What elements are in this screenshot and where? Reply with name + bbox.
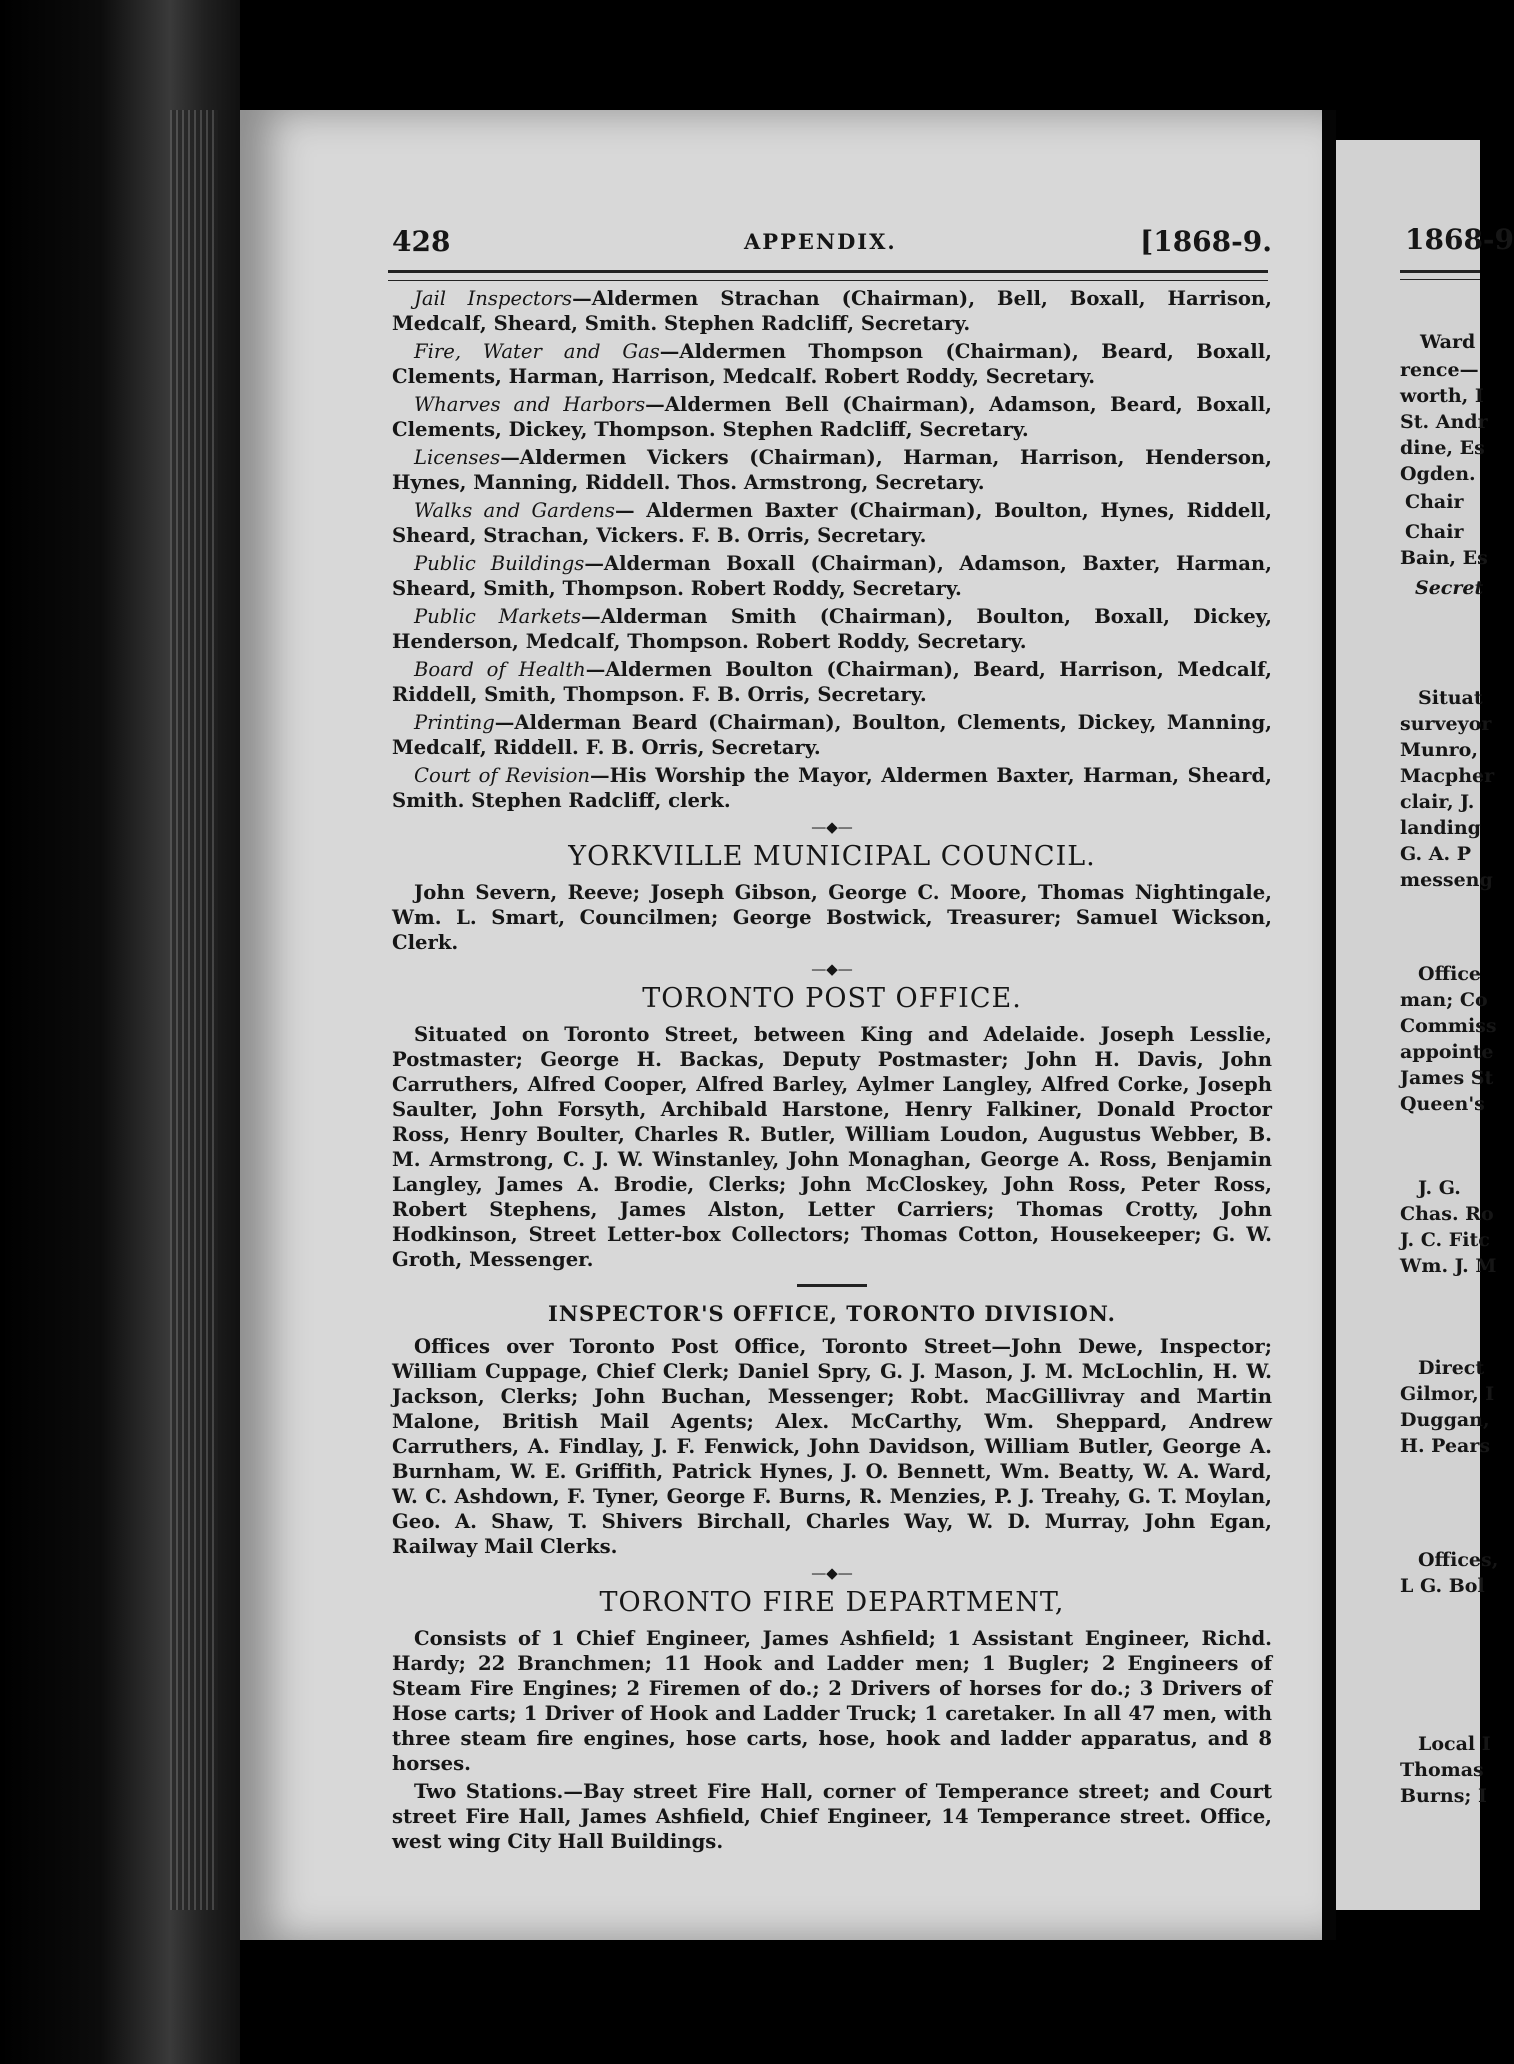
right-page-line: appointe xyxy=(1400,1041,1494,1063)
right-page-line: St. Andr xyxy=(1400,411,1488,433)
right-page-line: Thomas xyxy=(1400,1759,1484,1781)
committee-entry xyxy=(392,445,1272,495)
right-page-line: L G. Bol xyxy=(1400,1575,1485,1597)
right-page-line: J. C. Fitc xyxy=(1400,1229,1490,1251)
stations-details: —Bay street Fire Hall, corner of Temperance street; and Court street Fire Hall, James Ashfield, Chief Engineer, 14 Temperance street. Office, west wing City Hall Buildings. xyxy=(392,1780,1272,1853)
committee-members: —Aldermen Thompson (Chairman), Beard, Boxall, Clements, Harman, Harrison, Medcalf. Robert Roddy, Secretary. xyxy=(392,340,1272,388)
section-rule xyxy=(797,1284,867,1287)
right-page-line: Offices, xyxy=(1418,1549,1499,1571)
right-page-line: Commiss xyxy=(1400,1015,1497,1037)
right-page-line: Gilmor, I xyxy=(1400,1383,1495,1405)
committee-name: Wharves and Harbors xyxy=(414,393,646,416)
committee-entry xyxy=(392,498,1272,548)
right-page-line: surveyor xyxy=(1400,713,1492,735)
section-title-yorkville: YORKVILLE MUNICIPAL COUNCIL. xyxy=(568,841,1096,872)
committee-members: —Alderman Smith (Chairman), Boulton, Boxall, Dickey, Henderson, Medcalf, Thompson. Robert Roddy, Secretary. xyxy=(392,605,1272,653)
committee-members: —Alderman Beard (Chairman), Boulton, Clements, Dickey, Manning, Medcalf, Riddell. F. B. Orris, Secretary. xyxy=(392,711,1272,759)
committee-name: Jail Inspectors xyxy=(414,287,573,310)
post-office-text: Situated on Toronto Street, between King and Adelaide. Joseph Lesslie, Postmaster; George H. Backas, Deputy Postmaster; John H. Davis, John Carruthers, Alfred Cooper, Alfred Barley, Aylmer Langley, Alfred Corke, Joseph Saulter, John Forsyth, Archibald Harstone, Henry Falkiner, Donald Proctor Ross, Henry Boulter, Charles R. Butler, William Loudon, Augustus Webber, B. M. Armstrong, C. J. W. Winstanley, John Monaghan, George A. Ross, Benjamin Langley, James A. Brodie, Clerks; John McCloskey, John Ross, Peter Ross, Robert Stephens, James Alston, Letter Carriers; Thomas Crotty, John Hodkinson, Street Letter-box Collectors; Thomas Cotton, Housekeeper; G. W. Groth, Messenger. xyxy=(392,1023,1272,1271)
right-page-line: J. G. xyxy=(1418,1177,1461,1199)
running-head xyxy=(392,225,1272,261)
right-page-line: James St xyxy=(1400,1067,1494,1089)
committee-entry xyxy=(392,286,1272,336)
yorkville-council-text: John Severn, Reeve; Joseph Gibson, George C. Moore, Thomas Nightingale, Wm. L. Smart, Councilmen; George Bostwick, Treasurer; Samuel Wickson, Clerk. xyxy=(392,881,1272,954)
section-title-fire: TORONTO FIRE DEPARTMENT, xyxy=(599,1587,1065,1618)
committee-entry xyxy=(392,657,1272,707)
committee-members: —Aldermen Vickers (Chairman), Harman, Harrison, Henderson, Hynes, Manning, Riddell. Thos. Armstrong, Secretary. xyxy=(392,446,1272,494)
committee-name: Printing xyxy=(414,711,495,734)
committee-members: — Aldermen Baxter (Chairman), Boulton, Hynes, Riddell, Sheard, Strachan, Vickers. F. B. Orris, Secretary. xyxy=(392,499,1272,547)
right-page-line: Secret xyxy=(1415,577,1484,599)
fire-department-text: Consists of 1 Chief Engineer, James Ashfield; 1 Assistant Engineer, Richd. Hardy; 22 Branchmen; 11 Hook and Ladder men; 1 Bugler; 2 Engineers of Steam Fire Engines; 2 Firemen of do.; 2 Drivers of horses for do.; 3 Drivers of Hose carts; 1 Driver of Hook and Ladder Truck; 1 caretaker. In all 47 men, with three steam fire engines, hose carts, hose, hook and ladder apparatus, and 8 horses. xyxy=(392,1627,1272,1775)
right-page-line: rence— xyxy=(1400,359,1479,381)
right-page-line: Chair xyxy=(1405,491,1464,513)
committee-entry xyxy=(392,604,1272,654)
right-page-line: Burns; I xyxy=(1400,1785,1487,1807)
right-page-line: Duggan, xyxy=(1400,1409,1490,1431)
section-title-inspector: INSPECTOR'S OFFICE, TORONTO DIVISION. xyxy=(548,1301,1116,1326)
right-page-line: landing xyxy=(1400,817,1481,839)
committee-entry xyxy=(392,551,1272,601)
right-page-line: Chas. Ro xyxy=(1400,1203,1494,1225)
right-page-line: Bain, Es xyxy=(1400,547,1488,569)
page-content xyxy=(392,286,1272,1857)
section-ornament: —◆— xyxy=(811,1564,853,1582)
committee-members: —Aldermen Strachan (Chairman), Bell, Boxall, Harrison, Medcalf, Sheard, Smith. Stephen Radcliff, Secretary. xyxy=(392,287,1272,335)
header-rule xyxy=(388,270,1268,281)
right-page-line: Situat xyxy=(1418,687,1483,709)
right-page-line: Munro, xyxy=(1400,739,1478,761)
right-page-line: Direct xyxy=(1418,1357,1485,1379)
committee-name: Walks and Gardens xyxy=(414,499,615,522)
right-page-line: Office xyxy=(1418,963,1482,985)
page-edges xyxy=(170,110,218,1910)
right-page-line: Local I xyxy=(1418,1733,1491,1755)
right-page-line: Chair xyxy=(1405,521,1464,543)
committee-members: —Aldermen Bell (Chairman), Adamson, Beard, Boxall, Clements, Dickey, Thompson. Stephen Radcliff, Secretary. xyxy=(392,393,1272,441)
right-page-line: H. Pears xyxy=(1400,1435,1491,1457)
right-page-line: Queen's xyxy=(1400,1093,1485,1115)
committee-name: Court of Revision xyxy=(414,764,590,787)
right-page-line: Ward xyxy=(1420,331,1476,353)
section-ornament: —◆— xyxy=(811,818,853,836)
committee-entry xyxy=(392,392,1272,442)
committee-members: —Alderman Boxall (Chairman), Adamson, Baxter, Harman, Sheard, Smith, Thompson. Robert Roddy, Secretary. xyxy=(392,552,1272,600)
stations-label: Two Stations. xyxy=(414,1780,564,1803)
right-page-line: Macpher xyxy=(1400,765,1495,787)
right-page-rule xyxy=(1400,270,1480,280)
fire-stations-text xyxy=(392,1779,1272,1854)
right-page-line: G. A. P xyxy=(1400,843,1472,865)
committee-name: Public Buildings xyxy=(414,552,585,575)
right-page-line: man; Co xyxy=(1400,989,1488,1011)
right-page-line: clair, J. xyxy=(1400,791,1475,813)
right-page-head: 1868-9 xyxy=(1405,223,1514,256)
committee-name: Licenses xyxy=(414,446,501,469)
book-gutter xyxy=(1322,110,1336,1940)
right-page-line: Wm. J. M xyxy=(1400,1255,1497,1277)
section-title-post-office: TORONTO POST OFFICE. xyxy=(642,983,1022,1014)
committee-name: Public Markets xyxy=(414,605,582,628)
right-page-line: messeng xyxy=(1400,869,1493,891)
right-page-line: worth, I xyxy=(1400,385,1484,407)
committee-entry xyxy=(392,339,1272,389)
committee-members: —Aldermen Boulton (Chairman), Beard, Harrison, Medcalf, Riddell, Smith, Thompson. F. B. Orris, Secretary. xyxy=(392,658,1272,706)
inspector-office-text: Offices over Toronto Post Office, Toronto Street—John Dewe, Inspector; William Cuppage, Chief Clerk; Daniel Spry, G. J. Mason, J. M. McLochlin, H. W. Jackson, Clerks; John Buchan, Messenger; Robt. MacGillivray and Martin Malone, British Mail Agents; Alex. McCarthy, Wm. Sheppard, Andrew Carruthers, A. Findlay, J. F. Fenwick, John Davidson, William Butler, George A. Burnham, W. E. Griffith, Patrick Hynes, J. O. Bennett, Wm. Beatty, W. A. Ward, W. C. Ashdown, F. Tyner, George F. Burns, R. Menzies, P. J. Treahy, G. T. Moylan, Geo. A. Shaw, T. Shivers Birchall, Charles Way, W. D. Murray, John Egan, Railway Mail Clerks. xyxy=(392,1335,1272,1558)
committee-entry xyxy=(392,710,1272,760)
right-page-line: dine, Es xyxy=(1400,437,1485,459)
committee-entry xyxy=(392,763,1272,813)
running-title: APPENDIX. xyxy=(744,229,897,254)
committee-members: —His Worship the Mayor, Aldermen Baxter, Harman, Sheard, Smith. Stephen Radcliff, clerk. xyxy=(392,764,1272,812)
page-number: 428 xyxy=(392,225,451,258)
committee-list xyxy=(392,286,1272,813)
right-page-line: Ogden. xyxy=(1400,463,1476,485)
section-ornament: —◆— xyxy=(811,960,853,978)
committee-name: Fire, Water and Gas xyxy=(414,340,660,363)
committee-name: Board of Health xyxy=(414,658,586,681)
running-year: [1868-9. xyxy=(1139,225,1272,258)
